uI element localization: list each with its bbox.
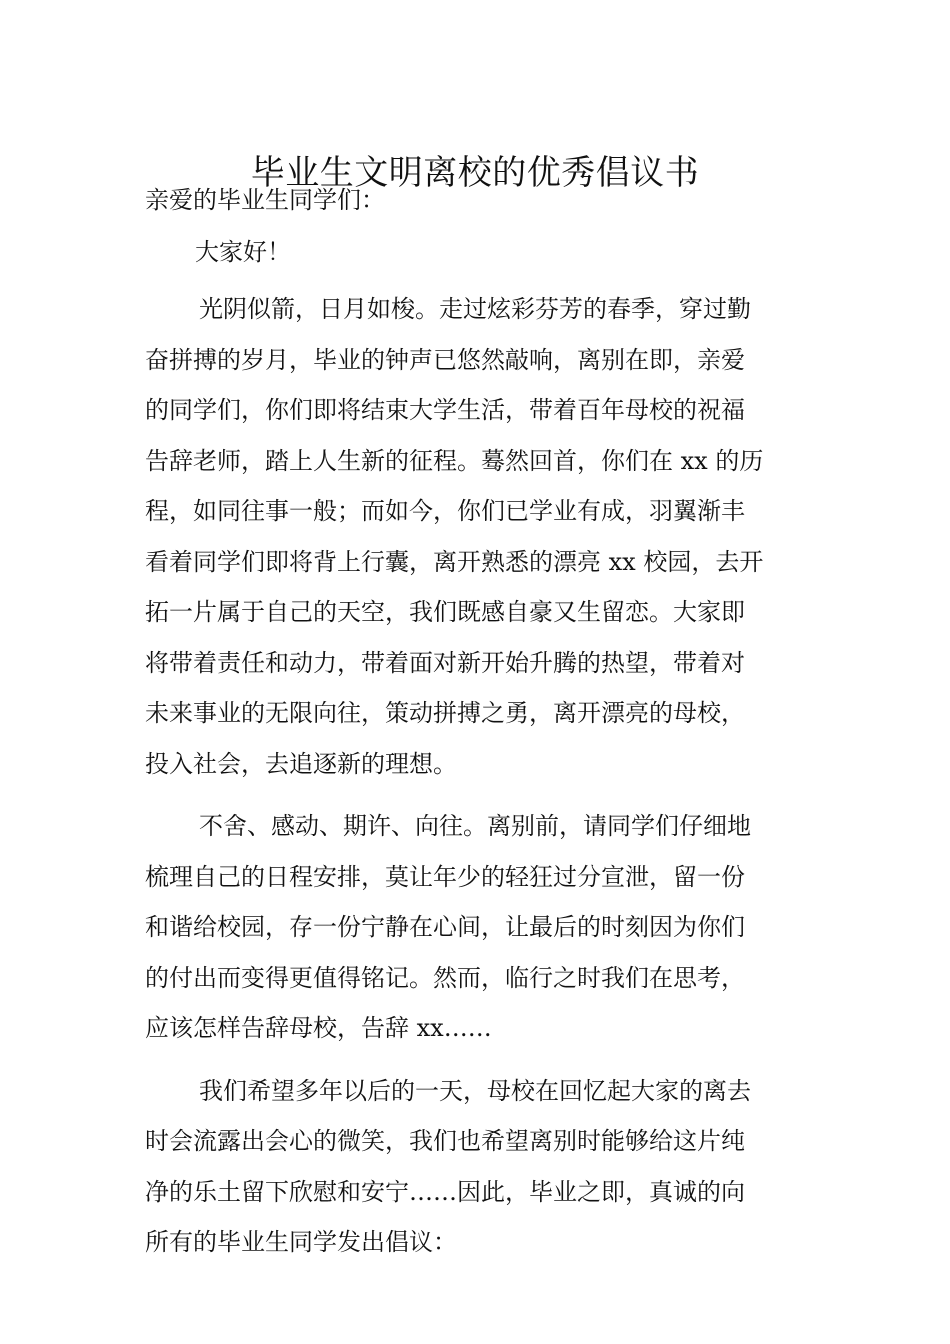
paragraph-line: 的付出而变得更值得铭记。然而，临行之时我们在思考，: [145, 963, 745, 992]
paragraph-line: 应该怎样告辞母校，告辞 xx……: [145, 1014, 492, 1042]
paragraph-line: 未来事业的无限向往，策动拼搏之勇，离开漂亮的母校，: [145, 699, 745, 727]
paragraph-line: 不舍、感动、期许、向往。离别前，请同学们仔细地: [199, 812, 751, 840]
paragraph-line: 我们希望多年以后的一天，母校在回忆起大家的离去: [199, 1076, 751, 1105]
paragraph-line: 时会流露出会心的微笑，我们也希望离别时能够给这片纯: [145, 1127, 745, 1155]
paragraph-line: 投入社会，去追逐新的理想。: [145, 749, 457, 778]
paragraph-line: 告辞老师，踏上人生新的征程。蓦然回首，你们在 xx 的历: [145, 446, 764, 475]
paragraph-2: [145, 801, 805, 1054]
paragraph-line: 光阴似箭，日月如梭。走过炫彩芬芳的春季，穿过勤: [199, 295, 751, 323]
paragraph-line: 程，如同往事一般；而如今，你们已学业有成，羽翼渐丰: [145, 497, 745, 525]
salutation: 亲爱的毕业生同学们：: [145, 186, 385, 214]
paragraph-line: 净的乐土留下欣慰和安宁……因此，毕业之即，真诚的向: [145, 1177, 745, 1206]
paragraph-line: 梳理自己的日程安排，莫让年少的轻狂过分宣泄，留一份: [145, 862, 745, 891]
paragraph-line: 看着同学们即将背上行囊，离开熟悉的漂亮 xx 校园，去开: [145, 547, 764, 576]
greeting: 大家好！: [195, 238, 291, 266]
document-title: 毕业生文明离校的优秀倡议书: [250, 152, 700, 193]
paragraph-line: 的同学们，你们即将结束大学生活，带着百年母校的祝福: [145, 396, 745, 424]
paragraph-3: [145, 1066, 805, 1268]
paragraph-line: 所有的毕业生同学发出倡议：: [145, 1228, 457, 1256]
paragraph-line: 将带着责任和动力，带着面对新开始升腾的热望，带着对: [145, 648, 745, 677]
paragraph-1: [145, 284, 805, 789]
paragraph-line: 奋拼搏的岁月，毕业的钟声已悠然敲响，离别在即，亲爱: [145, 345, 745, 374]
paragraph-line: 拓一片属于自己的天空，我们既感自豪又生留恋。大家即: [145, 598, 745, 626]
paragraph-line: 和谐给校园，存一份宁静在心间，让最后的时刻因为你们: [145, 913, 745, 941]
document-body: [145, 180, 805, 1268]
